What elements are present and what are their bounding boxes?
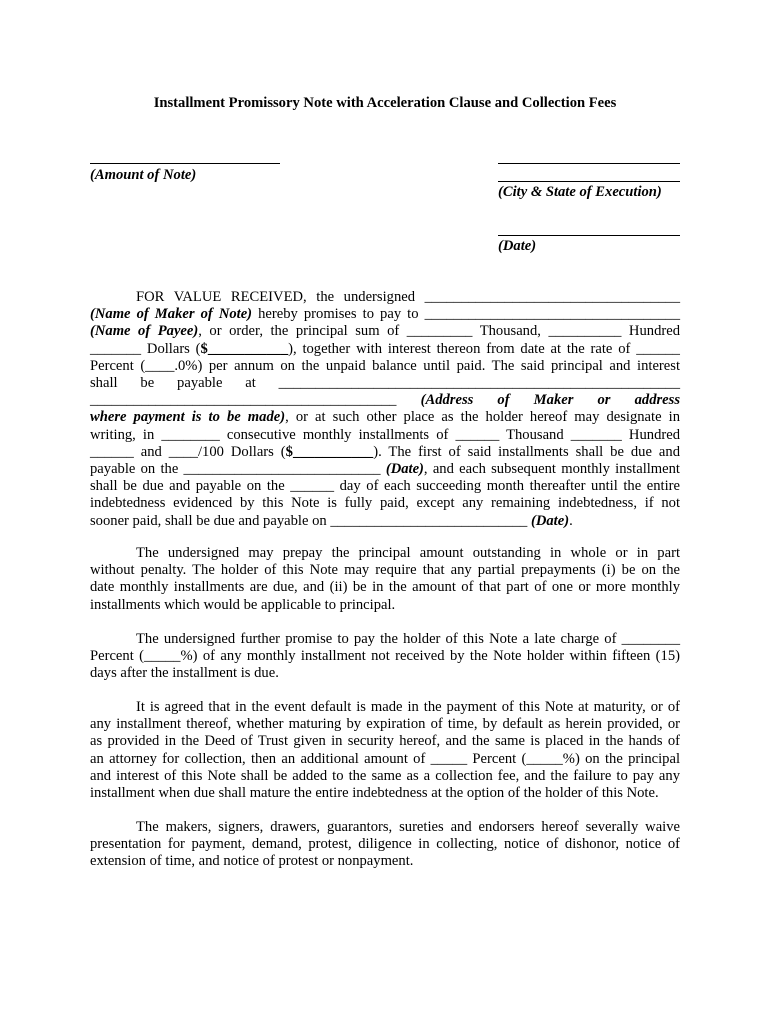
p2-line: The undersigned may prepay the principal amount outstanding in whole or in part xyxy=(136,545,680,561)
p4-line: an attorney for collection, then an additional amount of _____ Percent (_____%) on the principal xyxy=(90,750,680,767)
date-label: (Date) xyxy=(498,238,537,254)
p3-line: Percent (_____%) of any monthly installment not received by the Note holder within fifteen (15) xyxy=(90,648,680,665)
p2-line: installments which would be applicable to principal. xyxy=(90,596,396,613)
p1-line: sooner paid, shall be due and payable on ___________________________ (Date). xyxy=(90,512,573,529)
p4-line: and interest of this Note shall be added to the same as a collection fee, and the failure to pay any xyxy=(90,767,680,784)
paragraph-collection-fee xyxy=(90,699,680,802)
p1-line: (Name of Payee), or order, the principal sum of _________ Thousand, __________ Hundred xyxy=(90,323,680,340)
p4-line: as provided in the Deed of Trust given in security hereof, and the same is placed in the hands of xyxy=(90,733,680,750)
p1-line: shall be payable at _______________________________________________________ xyxy=(90,375,680,392)
p1-line: indebtedness evidenced by this Note is fully paid, except any remaining indebtedness, if not xyxy=(90,495,680,512)
p1-line: shall be due and payable on the ______ day of each succeeding month thereafter until the entire xyxy=(90,478,680,495)
amount-of-note-line[interactable] xyxy=(90,163,280,164)
p1-line: FOR VALUE RECEIVED, the undersigned ___________________________________ xyxy=(136,289,680,305)
p1-line: __________________________________________ (Address of Maker or address xyxy=(90,392,681,409)
execution-first-line[interactable] xyxy=(498,163,680,164)
city-state-label: (City & State of Execution) xyxy=(498,184,662,200)
date-line[interactable] xyxy=(498,235,680,236)
p4-line: It is agreed that in the event default is made in the payment of this Note at maturity, or of xyxy=(136,699,680,715)
paragraph-payment-terms xyxy=(90,289,680,530)
p5-line: extension of time, and notice of protest or nonpayment. xyxy=(90,853,414,870)
p1-line: Percent (____.0%) per annum on the unpaid balance until paid. The said principal and interest xyxy=(90,357,680,374)
document-title: Installment Promissory Note with Acceleration Clause and Collection Fees xyxy=(153,95,617,111)
amount-of-note-label: (Amount of Note) xyxy=(90,167,197,183)
p3-line: The undersigned further promise to pay the holder of this Note a late charge of ________ xyxy=(136,631,680,647)
p1-line: where payment is to be made), or at such other place as the holder hereof may designate in xyxy=(90,409,680,426)
p4-line: installment when due shall mature the entire indebtedness at the option of the holder of this Note. xyxy=(90,785,659,802)
p1-line: writing, in ________ consecutive monthly installments of ______ Thousand _______ Hundred xyxy=(90,426,680,443)
p5-line: The makers, signers, drawers, guarantors, sureties and endorsers hereof severally waive xyxy=(136,819,680,835)
p1-line: (Name of Maker of Note) hereby promises to pay to ___________________________________ xyxy=(90,306,680,323)
p1-line: payable on the ___________________________ (Date), and each subsequent monthly installment xyxy=(90,461,680,478)
paragraph-waiver xyxy=(90,819,680,871)
p1-line: ______ and ____/100 Dollars ($___________). The first of said installments shall be due and xyxy=(90,443,680,460)
p5-line: presentation for payment, demand, protest, diligence in collecting, notice of dishonor, notice of xyxy=(90,836,680,853)
p3-line: days after the installment is due. xyxy=(90,665,279,682)
paragraph-prepayment xyxy=(90,545,680,614)
city-state-line[interactable] xyxy=(498,181,680,182)
p1-line: _______ Dollars ($___________), together with interest thereon from date at the rate of ______ xyxy=(90,340,680,357)
p2-line: date monthly installments are due, and (ii) be in the amount of that part of one or more monthly xyxy=(90,579,680,596)
p4-line: any installment thereof, whether maturing by expiration of time, by default as herein provided, or xyxy=(90,716,680,733)
paragraph-late-charge xyxy=(90,631,680,683)
p2-line: without penalty. The holder of this Note may require that any partial prepayments (i) be on the xyxy=(90,562,680,579)
